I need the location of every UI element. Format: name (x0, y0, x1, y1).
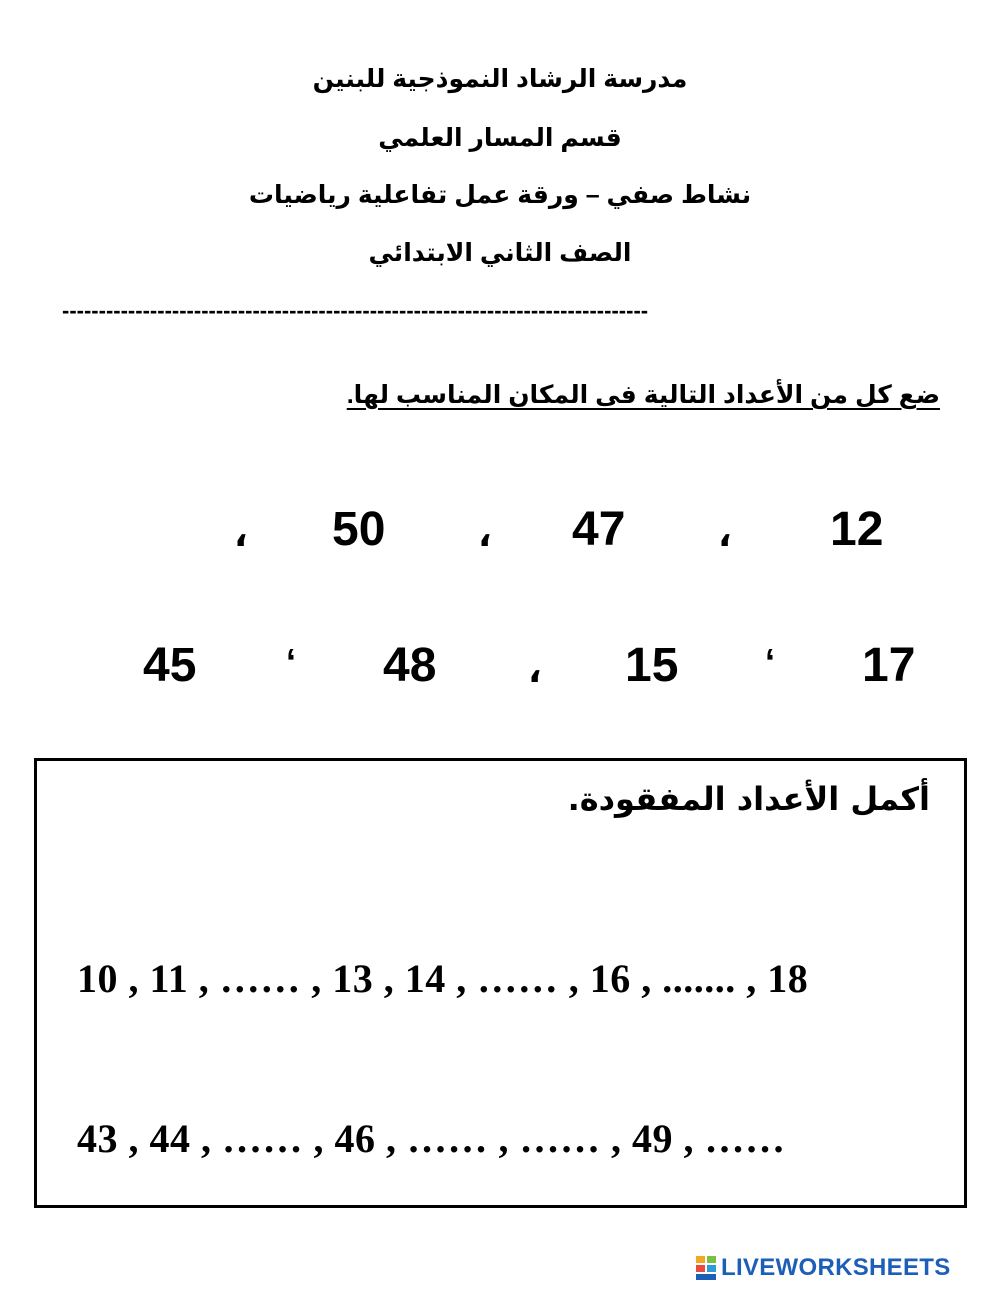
draggable-number[interactable]: 48 (383, 639, 437, 692)
draggable-number[interactable]: 50 (332, 503, 386, 556)
activity-title: نشاط صفي – ورقة عمل تفاعلية رياضيات (248, 181, 752, 209)
separator-comma: ‘ (286, 641, 297, 682)
divider-line: -------------------------------------------------------------------------------- (62, 298, 649, 323)
draggable-number[interactable]: 12 (830, 503, 884, 556)
school-name: مدرسة الرشاد النموذجية للبنين (312, 65, 688, 93)
separator-comma: ‘ (765, 641, 776, 682)
instruction-place-numbers: ضع كل من الأعداد التالية فى المكان المناسب لها. (346, 381, 940, 409)
sequence-row-2[interactable]: 43 , 44 , …… , 46 , …… , …… , 49 , …… (77, 1116, 786, 1161)
draggable-number[interactable]: 15 (625, 639, 679, 692)
draggable-number[interactable]: 17 (862, 639, 916, 692)
sequence-row-1[interactable]: 10 , 11 , …… , 13 , 14 , …… , 16 , ....... , 18 (77, 956, 809, 1001)
liveworksheets-wordmark: LIVEWORKSHEETS (721, 1254, 951, 1281)
liveworksheets-logo (695, 1254, 951, 1282)
liveworksheets-logo-icon (695, 1255, 717, 1281)
department-name: قسم المسار العلمي (378, 124, 622, 152)
separator-comma: ، (234, 513, 248, 554)
grade-title: الصف الثاني الابتدائي (368, 239, 632, 267)
missing-numbers-title: أكمل الأعداد المفقودة. (567, 780, 930, 818)
draggable-number[interactable]: 45 (143, 639, 197, 692)
draggable-number[interactable]: 47 (572, 503, 626, 556)
separator-comma: ، (478, 513, 492, 554)
separator-comma: ، (718, 513, 732, 554)
separator-comma: ، (528, 649, 542, 690)
